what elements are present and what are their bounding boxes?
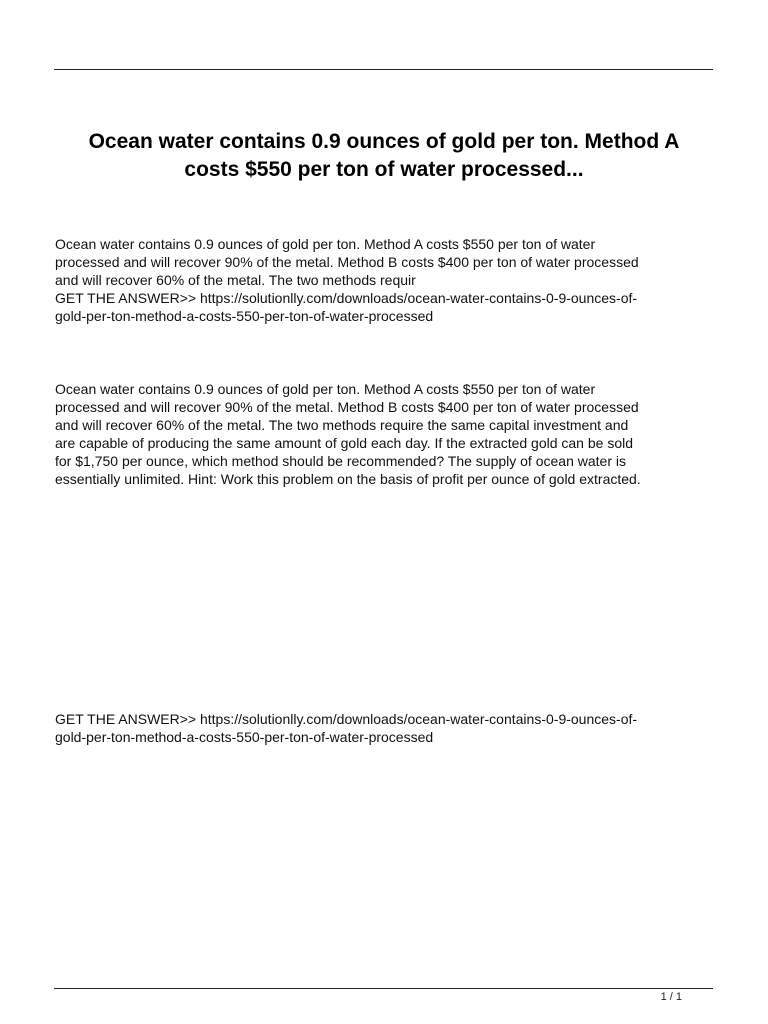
answer-link-line: gold-per-ton-method-a-costs-550-per-ton-of-water-processed (55, 308, 434, 324)
problem-line: for $1,750 per ounce, which method should be recommended? The supply of ocean water is (55, 453, 626, 469)
footer-rule (54, 988, 713, 989)
problem-line: and will recover 60% of the metal. The two methods require the same capital investment and (55, 417, 629, 433)
page-number: 1 / 1 (660, 991, 682, 1003)
problem-line: essentially unlimited. Hint: Work this problem on the basis of profit per ounce of gold extracted. (55, 471, 641, 487)
summary-line: processed and will recover 90% of the metal. Method B costs $400 per ton of water processed (55, 254, 639, 270)
summary-paragraph (55, 235, 715, 325)
title-line: Ocean water contains 0.9 ounces of gold per ton. Method A (88, 130, 680, 153)
problem-line: processed and will recover 90% of the metal. Method B costs $400 per ton of water processed (55, 399, 639, 415)
bottom-answer-paragraph (55, 710, 715, 746)
header-rule (54, 69, 713, 70)
answer-link-line: GET THE ANSWER>> https://solutionlly.com/downloads/ocean-water-contains-0-9-ounces-of- (55, 711, 638, 727)
problem-paragraph (55, 380, 715, 488)
document-title (48, 128, 720, 184)
answer-link-line: GET THE ANSWER>> https://solutionlly.com/downloads/ocean-water-contains-0-9-ounces-of- (55, 290, 638, 306)
summary-line: and will recover 60% of the metal. The two methods requir (55, 272, 416, 288)
answer-link-line: gold-per-ton-method-a-costs-550-per-ton-of-water-processed (55, 729, 434, 745)
summary-line: Ocean water contains 0.9 ounces of gold per ton. Method A costs $550 per ton of water (55, 236, 596, 252)
problem-line: are capable of producing the same amount of gold each day. If the extracted gold can be sold (55, 435, 634, 451)
problem-line: Ocean water contains 0.9 ounces of gold per ton. Method A costs $550 per ton of water (55, 381, 596, 397)
title-line: costs $550 per ton of water processed... (184, 158, 584, 181)
